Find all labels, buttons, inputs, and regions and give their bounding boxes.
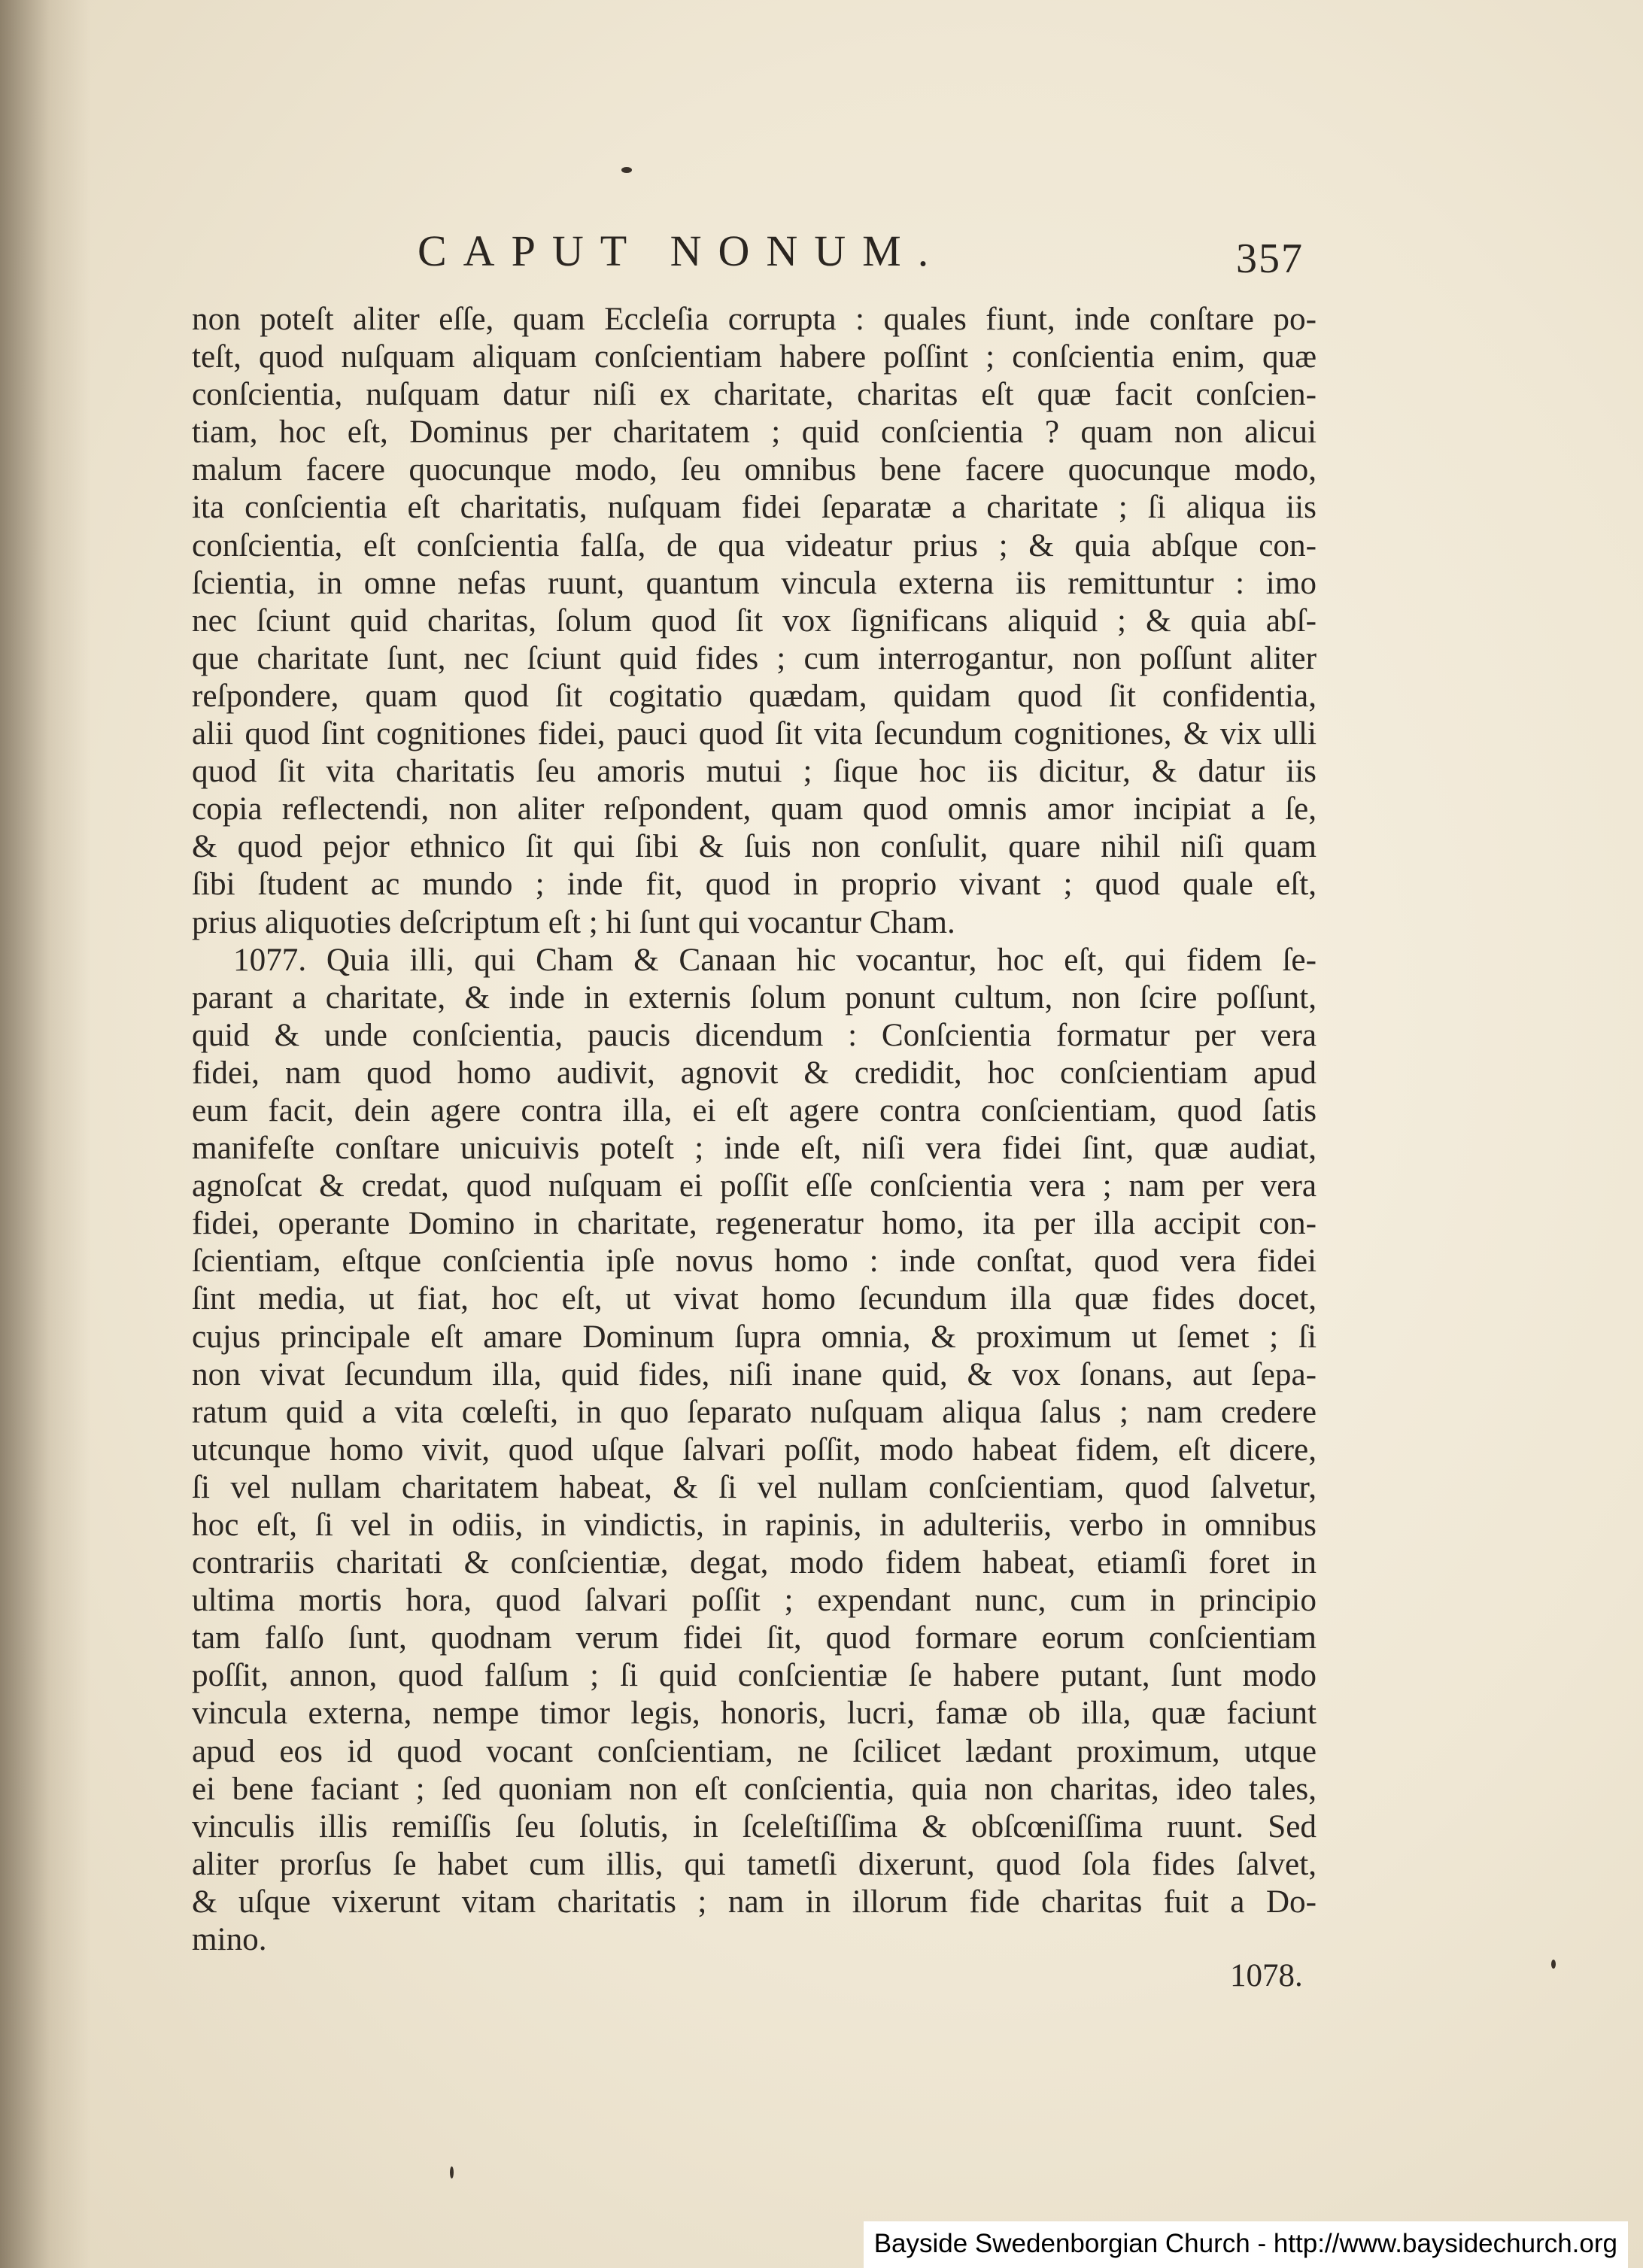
text-line: contrariis charitati & conſcientiæ, degat, modo fidem habeat, etiamſi foret in: [192, 1545, 1317, 1581]
ink-speck: [621, 167, 632, 173]
text-line: teſt, quod nuſquam aliquam conſcientiam habere poſſint ; conſcientia enim, quæ: [192, 339, 1317, 375]
text-line: quod ſit vita charitatis ſeu amoris mutui ; ſique hoc iis dicitur, & datur iis: [192, 754, 1317, 790]
paragraph-start-1077: 1077. Quia illi, qui Cham & Canaan hic vocantur, hoc eſt, qui fidem ſe-: [233, 942, 1317, 978]
text-line: ultima mortis hora, quod ſalvari poſſit ; expendant nunc, cum in principio: [192, 1583, 1317, 1619]
text-line: cujus principale eſt amare Dominum ſupra omnia, & proximum ut ſemet ; ſi: [192, 1319, 1317, 1355]
text-line: poſſit, annon, quod falſum ; ſi quid conſcientiæ ſe habere putant, ſunt modo: [192, 1658, 1317, 1694]
text-line: vinculis illis remiſſis ſeu ſolutis, in ſceleſtiſſima & obſcœniſſima ruunt. Sed: [192, 1808, 1317, 1844]
text-line: ſibi ſtudent ac mundo ; inde fit, quod in proprio vivant ; quod quale eſt,: [192, 867, 1317, 903]
body-text: [192, 301, 1317, 1959]
text-line: malum facere quocunque modo, ſeu omnibus bene facere quocunque modo,: [192, 452, 1317, 488]
text-line: & quod pejor ethnico ſit qui ſibi & ſuis non conſulit, quare nihil niſi quam: [192, 829, 1317, 865]
text-line: ſi vel nullam charitatem habeat, & ſi vel nullam conſcientiam, quod ſalvetur,: [192, 1469, 1317, 1505]
text-line: non vivat ſecundum illa, quid fides, niſi inane quid, & vox ſonans, aut ſepa-: [192, 1356, 1317, 1392]
text-line: aliter prorſus ſe habet cum illis, qui tametſi dixerunt, quod ſola fides ſalvet,: [192, 1846, 1317, 1882]
text-line: fidei, nam quod homo audivit, agnovit & credidit, hoc conſcientiam apud: [192, 1055, 1317, 1091]
text-line: ei bene faciant ; ſed quoniam non eſt conſcientia, quia non charitas, ideo tales,: [192, 1771, 1317, 1807]
text-line: non poteſt aliter eſſe, quam Eccleſia corrupta : quales fiunt, inde conſtare po-: [192, 302, 1317, 337]
text-line: quid & unde conſcientia, paucis dicendum : Conſcientia formatur per vera: [192, 1017, 1317, 1053]
text-line: reſpondere, quam quod ſit cogitatio quædam, quidam quod ſit confidentia,: [192, 678, 1317, 714]
text-line: eum facit, dein agere contra illa, ei eſt agere contra conſcientiam, quod ſatis: [192, 1092, 1317, 1128]
text-line: ratum quid a vita cœleſti, in quo ſeparato nuſquam aliqua ſalus ; nam credere: [192, 1394, 1317, 1430]
text-line: tam falſo ſunt, quodnam verum fidei ſit, quod formare eorum conſcientiam: [192, 1620, 1317, 1656]
text-line: copia reflectendi, non aliter reſpondent, quam quod omnis amor incipiat a ſe,: [192, 791, 1317, 827]
text-line: utcunque homo vivit, quod uſque ſalvari poſſit, modo habeat fidem, eſt dicere,: [192, 1432, 1317, 1468]
catchword: 1078.: [1230, 1958, 1303, 1993]
text-line: ſcientiam, eſtque conſcientia ipſe novus homo : inde conſtat, quod vera fidei: [192, 1243, 1317, 1280]
text-line: apud eos id quod vocant conſcientiam, ne ſcilicet lædant proximum, utque: [192, 1733, 1317, 1769]
text-line: vincula externa, nempe timor legis, honoris, lucri, famæ ob illa, quæ faciunt: [192, 1696, 1317, 1732]
text-line: ſcientia, in omne nefas ruunt, quantum vincula externa iis remittuntur : imo: [192, 565, 1317, 601]
text-line: fidei, operante Domino in charitate, regeneratur homo, ita per illa accipit con-: [192, 1206, 1317, 1242]
text-line: prius aliquoties deſcriptum eſt ; hi ſunt qui vocantur Cham.: [192, 904, 955, 940]
chapter-title: CAPUT NONUM.: [418, 226, 946, 275]
text-line: ſint media, ut fiat, hoc eſt, ut vivat homo ſecundum illa quæ fides docet,: [192, 1281, 1317, 1317]
text-line: tiam, hoc eſt, Dominus per charitatem ; quid conſcientia ? quam non alicui: [192, 414, 1317, 451]
running-head: [0, 226, 1643, 286]
text-line: conſcientia, nuſquam datur niſi ex charitate, charitas eſt quæ facit conſcien-: [192, 377, 1317, 413]
text-line: que charitate ſunt, nec ſciunt quid fides ; cum interrogantur, non poſſunt aliter: [192, 640, 1317, 676]
text-line: mino.: [192, 1922, 267, 1958]
text-line: manifeſte conſtare unicuivis poteſt ; inde eſt, niſi vera fidei ſint, quæ audiat,: [192, 1131, 1317, 1167]
text-line: conſcientia, eſt conſcientia falſa, de qua videatur prius ; & quia abſque con-: [192, 527, 1317, 563]
text-line: hoc eſt, ſi vel in odiis, in vindictis, in rapinis, in adulteriis, verbo in omnibus: [192, 1507, 1317, 1543]
ink-speck: [1551, 1960, 1556, 1969]
watermark-credit: Bayside Swedenborgian Church - http://www.baysidechurch.org: [864, 2221, 1628, 2268]
text-line: & uſque vixerunt vitam charitatis ; nam in illorum fide charitas fuit a Do-: [192, 1884, 1317, 1920]
ink-speck: [450, 2166, 454, 2178]
text-line: parant a charitate, & inde in externis ſolum ponunt cultum, non ſcire poſſunt,: [192, 979, 1317, 1016]
page-number: 357: [1236, 235, 1304, 282]
text-line: ita conſcientia eſt charitatis, nuſquam fidei ſeparatæ a charitate ; ſi aliqua iis: [192, 490, 1317, 526]
text-line: alii quod ſint cognitiones fidei, pauci quod ſit vita ſecundum cognitiones, & vix ulli: [192, 716, 1317, 752]
text-line: nec ſciunt quid charitas, ſolum quod ſit vox ſignificans aliquid ; & quia abſ-: [192, 603, 1317, 639]
spine-shadow: [0, 0, 90, 2268]
text-line: agnoſcat & credat, quod nuſquam ei poſſit eſſe conſcientia vera ; nam per vera: [192, 1168, 1317, 1204]
